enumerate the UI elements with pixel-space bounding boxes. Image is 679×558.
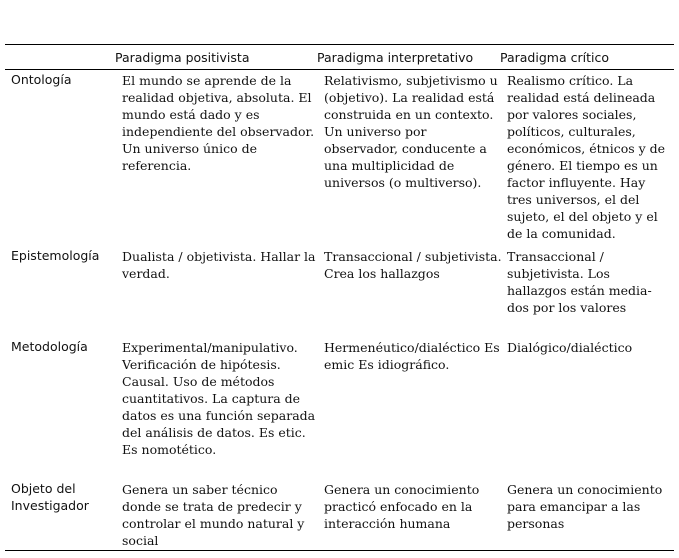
cell-ontologia-interpretativo: Relativismo, subjetivismo u (objetivo). La realidad está construida en un contexto. Un universo por observador, conducente a una multiplicidad de universos (o multiverso). bbox=[324, 73, 498, 190]
cell-epistemologia-interpretativo: Transaccional / subjetivista. Crea los hallazgos bbox=[324, 249, 502, 281]
header-positivista: Paradigma positivista bbox=[115, 50, 250, 65]
row-label-objeto-del-investigador: Objeto del Investigador bbox=[11, 481, 89, 513]
cell-metodologia-interpretativo: Hermenéutico/dialéctico Es emic Es idiográfico. bbox=[324, 340, 500, 372]
cell-metodologia-positivista: Experimental/manipulativo. Verificación de hipótesis. Causal. Uso de métodos cuantitativos. La captura de datos es una función separada del análisis de datos. Es etic. Es nomotético. bbox=[122, 340, 316, 457]
header-interpretativo: Paradigma interpretativo bbox=[317, 50, 474, 65]
cell-epistemologia-positivista: Dualista / objetivista. Hallar la verdad. bbox=[122, 249, 316, 281]
cell-objeto-critico: Genera un conocimiento para emancipar a las personas bbox=[507, 482, 663, 531]
table-top-rule bbox=[5, 44, 674, 45]
table-bottom-rule bbox=[5, 550, 674, 551]
cell-objeto-positivista: Genera un saber técnico donde se trata de predecir y controlar el mundo natural y social bbox=[122, 482, 305, 548]
paradigms-table bbox=[5, 0, 674, 558]
cell-objeto-interpretativo: Genera un conocimiento practicó enfocado en la interacción humana bbox=[324, 482, 480, 531]
cell-metodologia-critico: Dialógico/dialéctico bbox=[507, 340, 633, 355]
cell-ontologia-critico: Realismo crítico. La realidad está delineada por valores sociales, políticos, culturales, económicos, étnicos y de género. El tiempo es un factor influyente. Hay tres universos, el del sujeto, el del objeto y el de la comunidad. bbox=[507, 73, 666, 241]
header-critico: Paradigma crítico bbox=[500, 50, 609, 65]
table-header-rule bbox=[5, 69, 674, 70]
row-label-ontologia: Ontología bbox=[11, 72, 72, 87]
cell-ontologia-positivista: El mundo se aprende de la realidad objetiva, absoluta. El mundo está dado y es independiente del observador. Un universo único de referencia. bbox=[122, 73, 315, 173]
row-label-metodologia: Metodología bbox=[11, 339, 88, 354]
row-label-epistemologia: Epistemología bbox=[11, 248, 100, 263]
cell-epistemologia-critico: Transaccional / subjetivista. Los hallazgos están media- dos por los valores bbox=[507, 249, 652, 315]
